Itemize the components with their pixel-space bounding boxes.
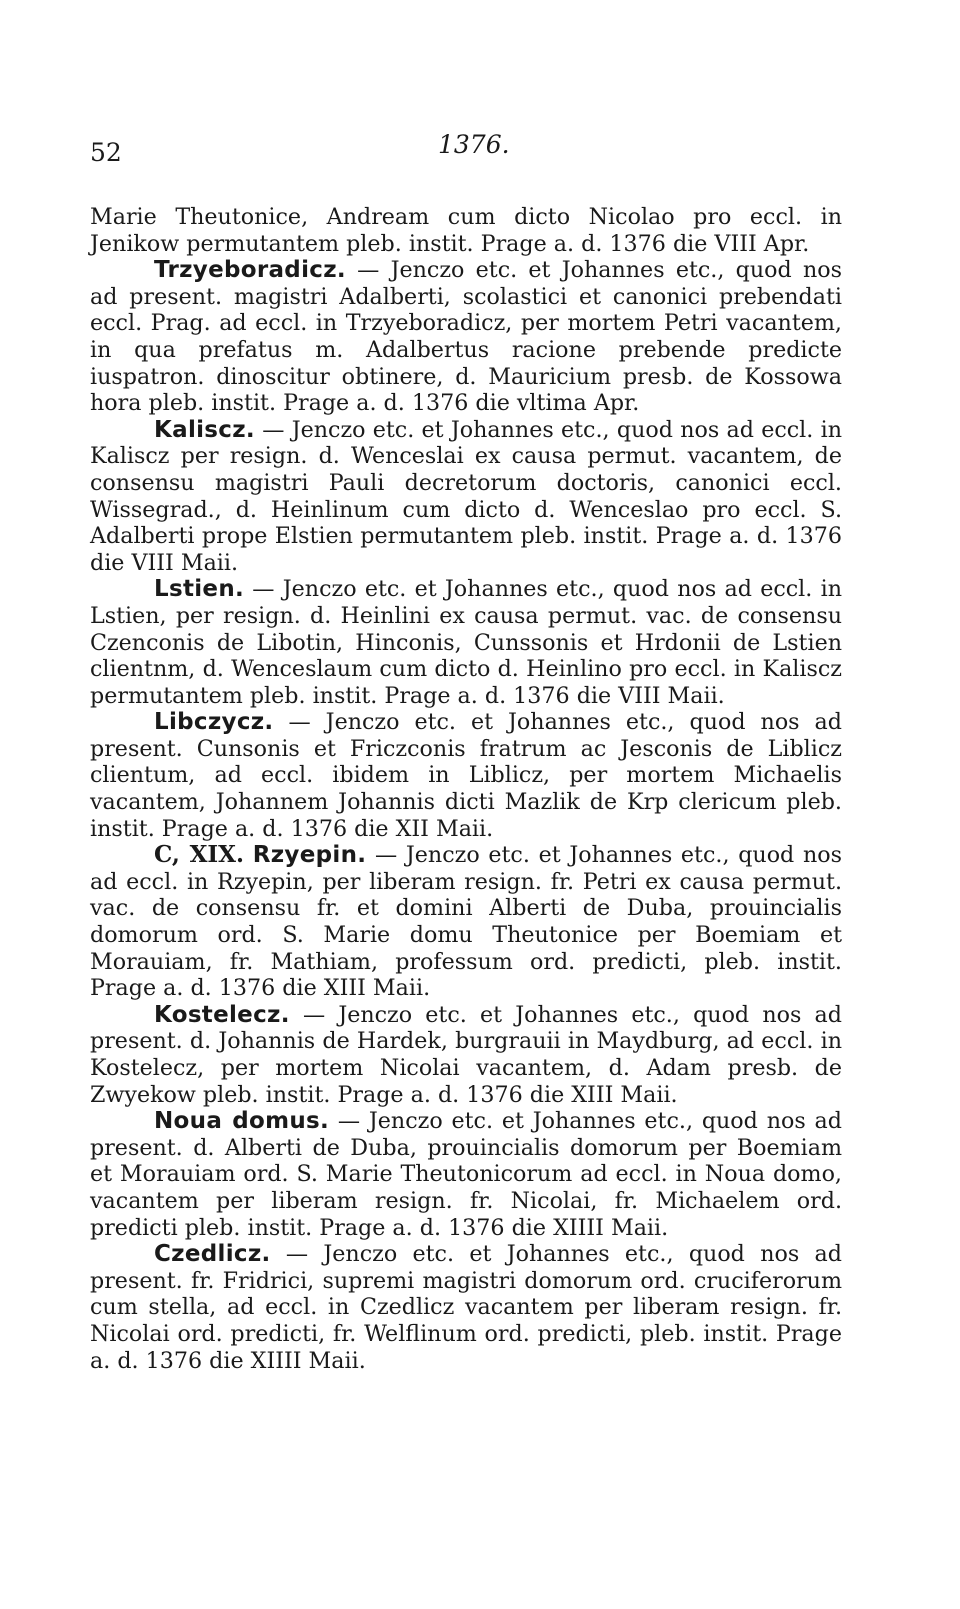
entry-rzyepin xyxy=(90,842,842,1002)
entry-text: — Jenczo etc. et Johannes etc., quod nos ad eccl. in Rzyepin, per liberam resign. fr. Petri ex causa permut. vac. de consensu fr. et domini Alberti de Duba, prouincialis domorum ord. S. Marie domu Theutonice per Boemiam et Morauiam, fr. Mathiam, professum ord. predicti, pleb. instit. Prage a. d. 1376 die XIII Maii. xyxy=(90,842,842,1002)
entries xyxy=(90,204,842,1374)
running-head xyxy=(90,128,842,172)
entry-text: — Jenczo etc. et Johannes etc., quod nos ad eccl. in Kaliscz per resign. d. Wenceslai ex causa permut. vacantem, de consensu magistri Pauli decretorum doctoris, canonici eccl. Wissegrad., d. Heinlinum cum dicto d. Wenceslao pro eccl. S. Adalberti prope Elstien permutantem pleb. instit. Prage a. d. 1376 die VIII Maii. xyxy=(90,416,842,576)
entry-lstien xyxy=(90,576,842,709)
entry-text: — Jenczo etc. et Johannes etc., quod nos ad present. d. Alberti de Duba, prouincialis domorum per Boemiam et Morauiam ord. S. Marie Theutonicorum ad eccl. in Noua domo, vacantem per liberam resign. fr. Nicolai, fr. Michaelem ord. predicti pleb. instit. Prage a. d. 1376 die XIIII Maii. xyxy=(90,1108,842,1241)
page xyxy=(90,128,842,1374)
entry-text: — Jenczo etc. et Johannes etc., quod nos ad present. Cunsonis et Friczconis fratrum ac Jesconis de Liblicz clientum, ad eccl. ibidem in Liblicz, per mortem Michaelis vacantem, Johannem Johannis dicti Mazlik de Krp clericum pleb. instit. Prage a. d. 1376 die XII Maii. xyxy=(90,709,842,842)
place-name: Czedlicz. xyxy=(154,1241,271,1268)
place-name: Rzyepin. xyxy=(252,842,367,869)
place-name: Kaliscz. xyxy=(154,416,255,443)
place-name: Noua domus. xyxy=(154,1108,330,1135)
entry-text: Marie Theutonice, Andream cum dicto Nicolao pro eccl. in Jenikow permutantem pleb. instit. Prage a. d. 1376 die VIII Apr. xyxy=(90,204,842,257)
place-name: Lstien. xyxy=(154,576,245,603)
entry-trzyeboradicz xyxy=(90,257,842,417)
place-name: Libczycz. xyxy=(154,709,274,736)
entry-text: — Jenczo etc. et Johannes etc., quod nos ad present. magistri Adalberti, scolastici et canonici prebendati eccl. Prag. ad eccl. in Trzyeboradicz, per mortem Petri vacantem, in qua prefatus m. Adalbertus racione prebende predicte iuspatron. dinoscitur obtinere, d. Mauricium presb. de Kossowa hora pleb. instit. Prage a. d. 1376 die vltima Apr. xyxy=(90,257,842,417)
entry-continuation xyxy=(90,204,842,257)
year-heading: 1376. xyxy=(438,130,510,159)
page-number: 52 xyxy=(90,138,122,167)
entry-libczycz xyxy=(90,709,842,842)
entry-text: — Jenczo etc. et Johannes etc., quod nos ad present. fr. Fridrici, supremi magistri domorum ord. cruciferorum cum stella, ad eccl. in Czedlicz vacantem per liberam resign. fr. Nicolai ord. predicti, fr. Welflinum ord. predicti, pleb. instit. Prage a. d. 1376 die XIIII Maii. xyxy=(90,1241,842,1374)
entry-text: — Jenczo etc. et Johannes etc., quod nos ad eccl. in Lstien, per resign. d. Heinlini ex causa permut. vac. de consensu Czenconis de Libotin, Hinconis, Cunssonis et Hrdonii de Lstien clientnm, d. Wenceslaum cum dicto d. Heinlino pro eccl. in Kaliscz permutantem pleb. instit. Prage a. d. 1376 die VIII Maii. xyxy=(90,576,842,709)
entry-kostelecz xyxy=(90,1002,842,1108)
entry-kaliscz xyxy=(90,417,842,577)
entry-noua-domus xyxy=(90,1108,842,1241)
place-name: Kostelecz. xyxy=(154,1001,290,1028)
manuscript-reference: C, XIX. xyxy=(154,841,245,869)
entry-text: — Jenczo etc. et Johannes etc., quod nos ad present. d. Johannis de Hardek, burgrauii in Maydburg, ad eccl. in Kostelecz, per mortem Nicolai vacantem, d. Adam presb. de Zwyekow pleb. instit. Prage a. d. 1376 die XIII Maii. xyxy=(90,1001,842,1108)
place-name: Trzyeboradicz. xyxy=(154,257,346,284)
entry-czedlicz xyxy=(90,1241,842,1374)
